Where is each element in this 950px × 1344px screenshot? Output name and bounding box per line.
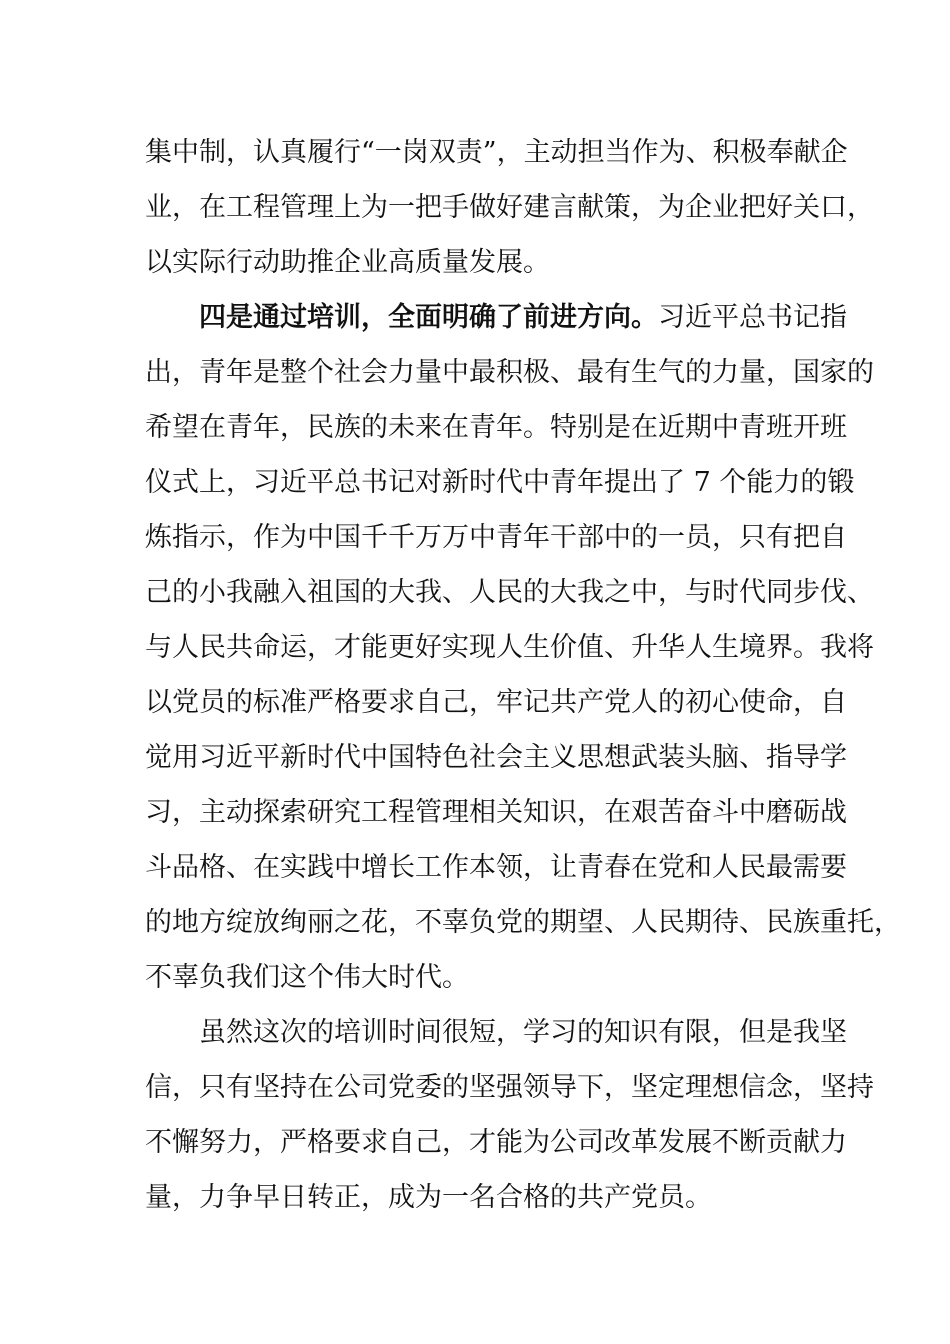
paragraph-first-line-text: 习近平总书记指 bbox=[658, 302, 847, 333]
paragraph-line: 觉用习近平新时代中国特色社会主义思想武装头脑、指导学 bbox=[145, 742, 847, 773]
paragraph-line: 以实际行动助推企业高质量发展。 bbox=[145, 247, 550, 278]
paragraph-2 bbox=[145, 293, 901, 1008]
paragraph-line: 的地方绽放绚丽之花，不辜负党的期望、人民期待、民族重托， bbox=[145, 907, 901, 938]
paragraph-line: 以党员的标准严格要求自己，牢记共产党人的初心使命，自 bbox=[145, 687, 847, 718]
paragraph-line: 集中制，认真履行“一岗双责”，主动担当作为、积极奉献企 bbox=[145, 137, 848, 168]
paragraph-line: 信，只有坚持在公司党委的坚强领导下，坚定理想信念，坚持 bbox=[145, 1072, 874, 1103]
paragraph-3 bbox=[145, 1008, 874, 1228]
paragraph-line: 出，青年是整个社会力量中最积极、最有生气的力量，国家的 bbox=[145, 357, 874, 388]
paragraph-line: 不懈努力，严格要求自己，才能为公司改革发展不断贡献力 bbox=[145, 1127, 847, 1158]
paragraph-line: 与人民共命运，才能更好实现人生价值、升华人生境界。我将 bbox=[145, 632, 874, 663]
paragraph-first-line bbox=[145, 293, 847, 348]
paragraph-line: 己的小我融入祖国的大我、人民的大我之中，与时代同步伐、 bbox=[145, 577, 874, 608]
paragraph-line: 希望在青年，民族的未来在青年。特别是在近期中青班开班 bbox=[145, 412, 847, 443]
paragraph-line: 不辜负我们这个伟大时代。 bbox=[145, 962, 469, 993]
paragraph-line: 炼指示，作为中国千千万万中青年干部中的一员，只有把自 bbox=[145, 522, 847, 553]
paragraph-line: 斗品格、在实践中增长工作本领，让青春在党和人民最需要 bbox=[145, 852, 847, 883]
paragraph-line: 业，在工程管理上为一把手做好建言献策，为企业把好关口， bbox=[145, 192, 874, 223]
paragraph-line: 量，力争早日转正，成为一名合格的共产党员。 bbox=[145, 1182, 712, 1213]
paragraph-lead-heading: 四是通过培训，全面明确了前进方向。 bbox=[199, 302, 658, 333]
paragraph-line: 虽然这次的培训时间很短，学习的知识有限，但是我坚 bbox=[199, 1017, 847, 1048]
paragraph-1 bbox=[145, 128, 874, 293]
paragraph-line: 习，主动探索研究工程管理相关知识，在艰苦奋斗中磨砺战 bbox=[145, 797, 847, 828]
paragraph-line: 仪式上，习近平总书记对新时代中青年提出了 7 个能力的锻 bbox=[145, 467, 855, 498]
document-body bbox=[145, 128, 901, 1228]
